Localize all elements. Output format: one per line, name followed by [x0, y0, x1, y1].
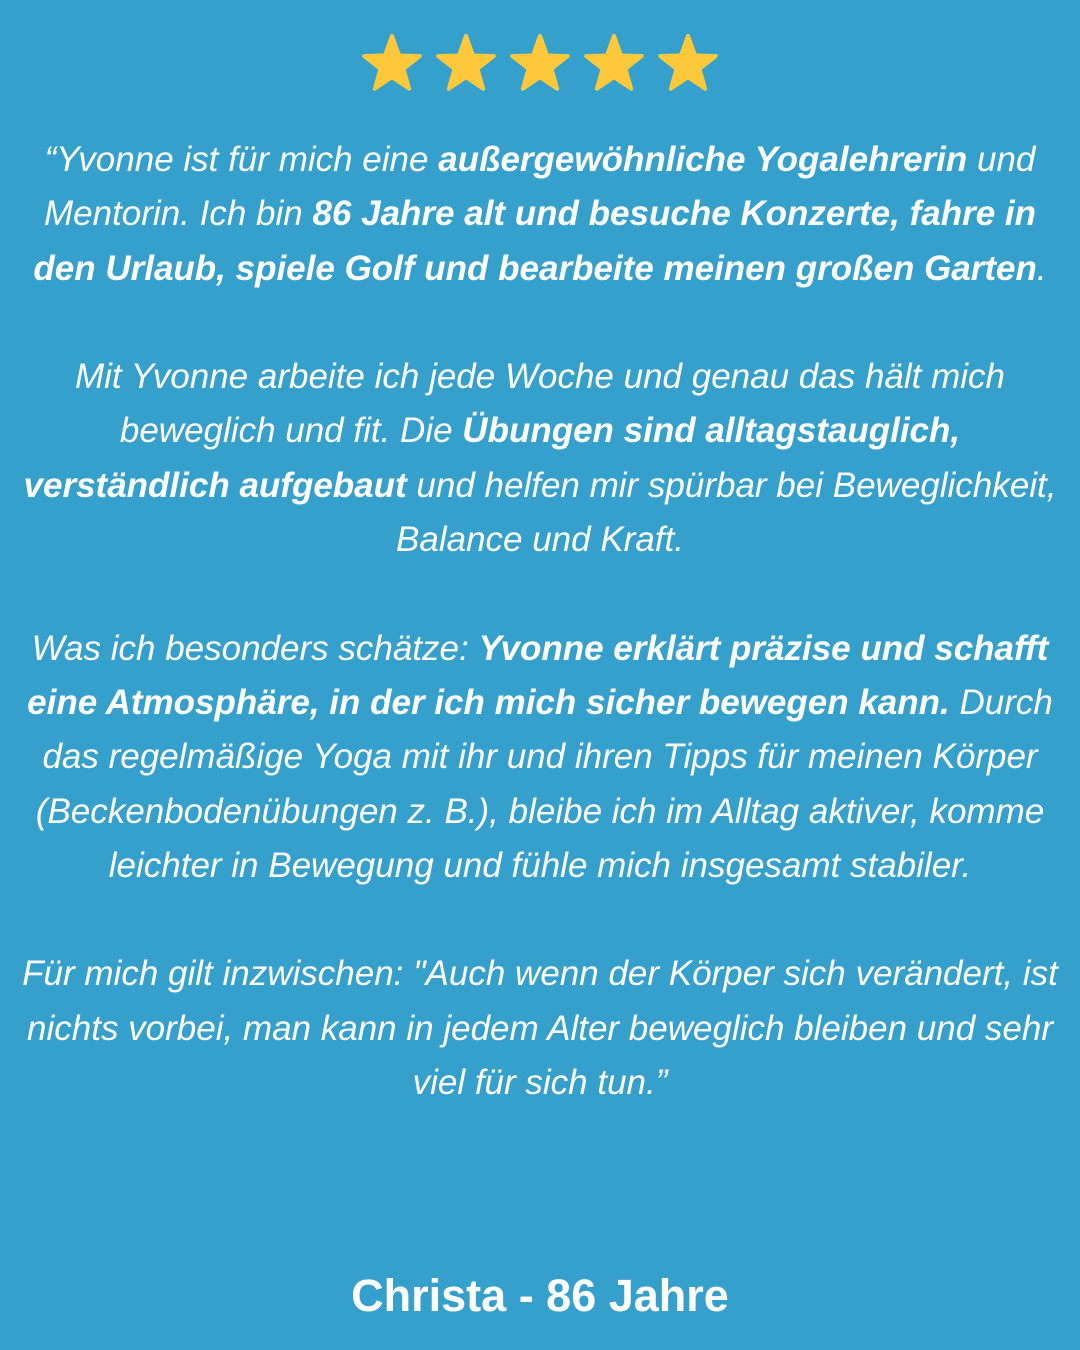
quote-text: “Yvonne ist für mich eine: [44, 140, 439, 179]
quote-text: und helfen mir spürbar bei Beweglichkeit, Balance und Kraft.: [396, 465, 1057, 560]
star-icon: [582, 32, 646, 96]
quote-text: und Mentorin. Ich bin: [43, 140, 1036, 234]
quote-paragraph-2: [20, 350, 1060, 567]
quote-highlight: Übungen sind alltagstauglich, verständlich aufgebaut: [23, 411, 961, 505]
quote-text: Was ich besonders schätze:: [31, 628, 479, 668]
quote-highlight: außergewöhnliche Yogalehrerin: [438, 140, 968, 179]
author-signature: Christa - 86 Jahre: [351, 1270, 729, 1321]
quote-paragraph-1: [20, 133, 1060, 296]
testimonial-quote: [20, 133, 1060, 1110]
quote-highlight: Yvonne erklärt präzise und schafft eine Atmosphäre, in der ich mich sicher bewegen kann.: [27, 628, 1049, 722]
star-icon: [434, 32, 498, 96]
quote-highlight: 86 Jahre alt und besuche Konzerte, fahre in den Urlaub, spiele Golf und bearbeite meinen großen Garten: [33, 194, 1037, 288]
star-icon: [360, 32, 424, 96]
quote-paragraph-3: [20, 622, 1060, 893]
quote-text: .: [1036, 248, 1047, 288]
star-icon: [508, 32, 572, 96]
star-icon: [656, 32, 720, 96]
quote-paragraph-4: [20, 947, 1060, 1110]
quote-text: Für mich gilt inzwischen: "Auch wenn der Körper sich verändert, ist nichts vorbei, man kann in jedem Alter beweglich bleiben und sehr viel für sich tun.”: [22, 954, 1058, 1103]
star-rating: [0, 32, 1080, 96]
quote-text: Mit Yvonne arbeite ich jede Woche und genau das hält mich beweglich und fit. Die: [74, 357, 1005, 451]
quote-text: Durch das regelmäßige Yoga mit ihr und ihren Tipps für meinen Körper (Beckenbodenübungen z. B.), bleibe ich im Alltag aktiver, komme leichter in Bewegung und fühle mich insgesamt stabiler.: [35, 682, 1053, 885]
